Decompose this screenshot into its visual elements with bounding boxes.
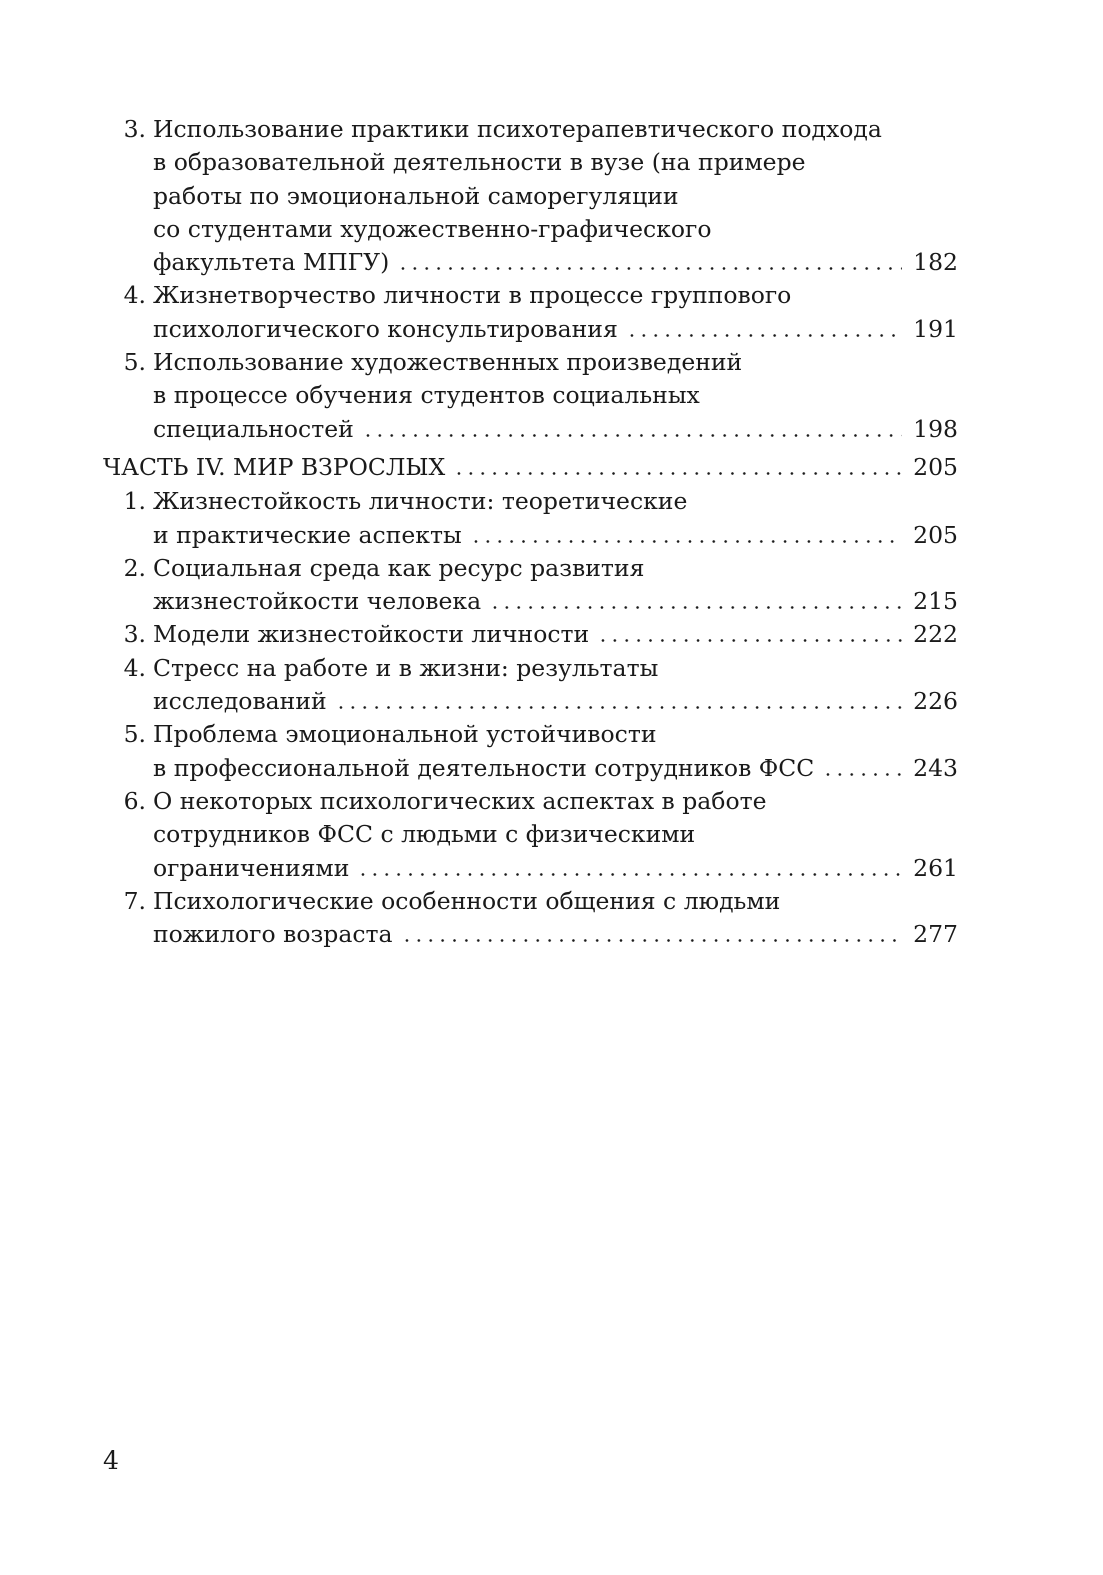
toc-entry-title: Модели жизнестойкости личности	[153, 620, 590, 649]
toc-entry-line	[103, 519, 958, 552]
toc-entry-number: 7.	[123, 886, 146, 915]
toc-page-number: 205	[913, 452, 958, 481]
toc-entry-title: специальностей	[153, 414, 354, 443]
toc-entry-line	[103, 485, 958, 518]
toc-entry-line	[103, 113, 958, 146]
toc-entry-number: 2.	[123, 553, 146, 582]
toc-entry	[103, 718, 958, 785]
toc-page-number: 226	[913, 687, 958, 716]
toc-entry-number: 3.	[123, 620, 146, 649]
toc-entry-title: исследований	[153, 687, 327, 716]
toc-entry	[103, 552, 958, 619]
toc-entry	[103, 113, 958, 279]
toc-entry-number: 4.	[123, 653, 146, 682]
dot-leader	[822, 773, 902, 776]
toc-entry-title: Использование художественных произведений	[153, 348, 743, 377]
toc-entry-title: Социальная среда как ресурс развития	[153, 553, 645, 582]
toc-entry-line	[103, 413, 958, 446]
toc-entry-line	[103, 246, 958, 279]
page-number: 4	[103, 1446, 119, 1475]
toc-entry-line	[103, 652, 958, 685]
toc-entry-line	[103, 279, 958, 312]
toc-entry-line	[103, 885, 958, 918]
toc-entry-line	[103, 313, 958, 346]
toc-entry-title: Психологические особенности общения с людьми	[153, 886, 781, 915]
dot-leader	[357, 873, 902, 876]
toc-page-number: 261	[913, 853, 958, 882]
toc-entry-title: Жизнетворчество личности в процессе группового	[153, 281, 792, 310]
dot-leader	[626, 334, 902, 337]
table-of-contents	[103, 113, 958, 951]
toc-entry-title: в профессиональной деятельности сотрудников ФСС	[153, 753, 815, 782]
toc-entry-line	[103, 852, 958, 885]
toc-page-number: 182	[913, 248, 958, 277]
toc-entry-title: в образовательной деятельности в вузе (на примере	[153, 148, 806, 177]
toc-entry-title: со студентами художественно-графического	[153, 214, 712, 243]
toc-entry	[103, 885, 958, 952]
toc-entry-title: О некоторых психологических аспектах в работе	[153, 786, 767, 815]
toc-part-title: ЧАСТЬ IV. МИР ВЗРОСЛЫХ	[103, 452, 446, 481]
toc-entry-title: и практические аспекты	[153, 520, 462, 549]
toc-entry-title: факультета МПГУ)	[153, 248, 390, 277]
toc-entry-line	[103, 552, 958, 585]
toc-part-heading	[103, 451, 958, 484]
toc-entry-number: 5.	[123, 348, 146, 377]
toc-entry-line	[103, 618, 958, 651]
toc-entry-title: жизнестойкости человека	[153, 587, 482, 616]
toc-entry-title: ограничениями	[153, 853, 350, 882]
toc-entry-line	[103, 918, 958, 951]
dot-leader	[397, 267, 902, 270]
toc-entry-number: 1.	[123, 487, 146, 516]
toc-entry	[103, 485, 958, 552]
toc-entry-line	[103, 718, 958, 751]
toc-entry-line	[103, 818, 958, 851]
toc-entry	[103, 279, 958, 346]
toc-entry-line	[103, 146, 958, 179]
toc-entry-number: 3.	[123, 115, 146, 143]
dot-leader	[362, 434, 902, 437]
dot-leader	[470, 540, 902, 543]
toc-entry-title: Жизнестойкость личности: теоретические	[153, 487, 688, 516]
toc-entry-line	[103, 785, 958, 818]
toc-entry-number: 5.	[123, 720, 146, 749]
dot-leader	[401, 939, 902, 942]
dot-leader	[489, 606, 902, 609]
toc-entry	[103, 618, 958, 651]
toc-entry-line	[103, 451, 958, 484]
toc-page-number: 215	[913, 587, 958, 616]
toc-entry-number: 6.	[123, 786, 146, 815]
toc-entry-title: пожилого возраста	[153, 920, 393, 949]
toc-entry	[103, 346, 958, 446]
toc-page-number: 198	[913, 414, 958, 443]
toc-page-number: 205	[913, 520, 958, 549]
dot-leader	[597, 639, 902, 642]
toc-entry-title: сотрудников ФСС с людьми с физическими	[153, 820, 696, 849]
toc-page-number: 222	[913, 620, 958, 649]
toc-entry	[103, 785, 958, 885]
dot-leader	[335, 706, 902, 709]
toc-entry-title: работы по эмоциональной саморегуляции	[153, 181, 679, 210]
toc-entry-title: Использование практики психотерапевтического подхода	[153, 115, 882, 143]
toc-entry-title: психологического консультирования	[153, 314, 618, 343]
toc-page-number: 191	[913, 314, 958, 343]
toc-entry-title: Стресс на работе и в жизни: результаты	[153, 653, 659, 682]
toc-entry-number: 4.	[123, 281, 146, 310]
toc-entry-line	[103, 752, 958, 785]
toc-entry-line	[103, 585, 958, 618]
toc-entry-line	[103, 685, 958, 718]
toc-entry-line	[103, 213, 958, 246]
toc-entry-line	[103, 180, 958, 213]
toc-entry	[103, 652, 958, 719]
toc-page-number: 277	[913, 920, 958, 949]
toc-entry-title: Проблема эмоциональной устойчивости	[153, 720, 657, 749]
toc-entry-line	[103, 379, 958, 412]
toc-page-number: 243	[913, 753, 958, 782]
toc-entry-line	[103, 346, 958, 379]
dot-leader	[453, 472, 902, 475]
toc-entry-title: в процессе обучения студентов социальных	[153, 381, 700, 410]
